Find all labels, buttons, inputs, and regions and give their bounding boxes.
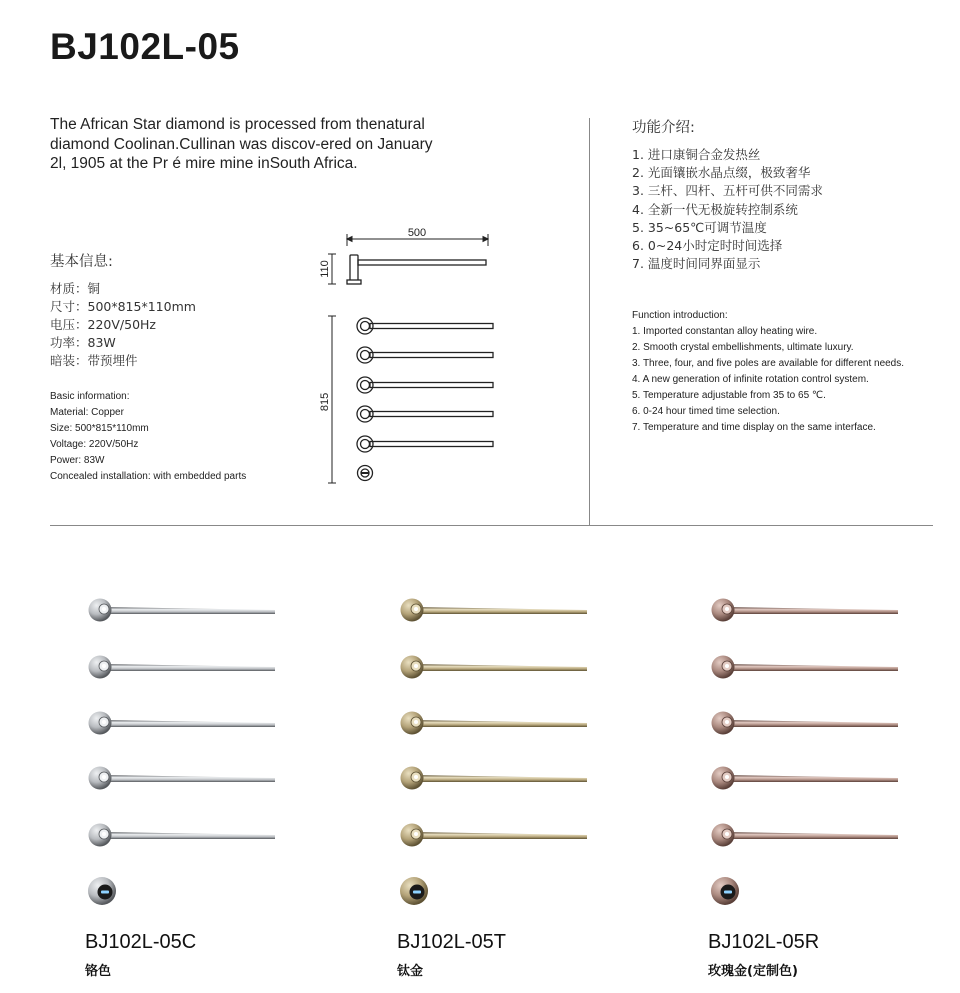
function-item-en: 2. Smooth crystal embellishments, ultimate luxury. — [632, 342, 854, 353]
heated-bar — [712, 712, 899, 735]
product-chrome — [85, 580, 345, 993]
heated-bar — [89, 824, 276, 847]
heated-bar — [401, 712, 588, 735]
heated-bar — [89, 656, 276, 679]
product-color-name: 钛金 — [397, 964, 424, 979]
heated-bar — [712, 599, 899, 622]
side-view-bar — [358, 260, 486, 265]
controller-knob — [711, 877, 739, 905]
function-item-cn: 7. 温度时间同界面显示 — [632, 256, 761, 272]
basic-info-material-cn: 材质：铜 — [50, 281, 101, 296]
heated-bar — [89, 599, 276, 622]
product-titanium-gold — [397, 580, 657, 993]
front-view-bar — [357, 377, 493, 393]
heated-bar — [401, 767, 588, 790]
basic-info-voltage-en: Voltage: 220V/50Hz — [50, 439, 139, 450]
towel-rail-rose-gold-image — [708, 580, 908, 925]
front-view-bar — [357, 406, 493, 422]
heated-bar — [712, 824, 899, 847]
height-dimension-label: 815 — [319, 392, 331, 412]
heated-bar — [712, 767, 899, 790]
heated-bar — [401, 599, 588, 622]
basic-info-voltage-cn: 电压：220V/50Hz — [50, 317, 156, 332]
heated-bar — [712, 656, 899, 679]
horizontal-divider — [50, 525, 933, 526]
product-color-name: 玫瑰金(定制色) — [708, 964, 798, 979]
function-item-cn: 4. 全新一代无极旋转控制系统 — [632, 201, 798, 217]
function-heading-en: Function introduction: — [632, 310, 728, 321]
product-model: BJ102L-05R — [708, 931, 820, 953]
depth-dimension-label: 110 — [319, 260, 331, 278]
function-list-en — [632, 308, 904, 436]
heated-bar — [89, 767, 276, 790]
function-item-cn: 5. 35~65℃可调节温度 — [632, 219, 767, 235]
product-model: BJ102L-05C — [85, 931, 197, 953]
basic-info-install-cn: 暗装：带预埋件 — [50, 353, 138, 368]
width-dimension-label: 500 — [407, 227, 427, 239]
heated-bar — [401, 824, 588, 847]
front-view-bar — [357, 347, 493, 363]
basic-info-material-en: Material: Copper — [50, 407, 124, 418]
function-item-en: 7. Temperature and time display on the same interface. — [632, 422, 876, 433]
function-item-cn: 3. 三杆、四杆、五杆可供不同需求 — [632, 183, 823, 199]
product-color-name: 铬色 — [85, 964, 112, 979]
function-item-cn: 1. 进口康铜合金发热丝 — [632, 147, 761, 162]
basic-info-power-cn: 功率：83W — [50, 335, 116, 350]
basic-info-list-en — [50, 389, 246, 485]
controller-knob — [400, 877, 428, 905]
heated-bar — [89, 712, 276, 735]
front-view-controller — [358, 466, 373, 481]
function-item-en: 3. Three, four, and five poles are available for different needs. — [632, 358, 905, 369]
dimension-drawing — [310, 218, 510, 488]
front-view-bar — [357, 318, 493, 334]
basic-info-power-en: Power: 83W — [50, 455, 105, 466]
product-rose-gold — [708, 580, 960, 993]
towel-rail-titanium-gold-image — [397, 580, 597, 925]
function-item-cn: 2. 光面镶嵌水晶点缀，极致奢华 — [632, 165, 811, 181]
basic-info-size-en: Size: 500*815*110mm — [50, 423, 149, 434]
basic-info-install-en: Concealed installation: with embedded parts — [50, 471, 247, 482]
front-view-bar — [357, 436, 493, 452]
function-item-cn: 6. 0~24小时定时时间选择 — [632, 238, 783, 254]
controller-knob — [88, 877, 116, 905]
basic-info-heading-cn: 基本信息: — [50, 254, 113, 270]
function-heading-cn: 功能介绍: — [632, 120, 695, 136]
side-view-mount — [350, 255, 358, 283]
function-list-cn — [632, 146, 823, 273]
basic-info-list-cn — [50, 280, 196, 370]
function-item-en: 5. Temperature adjustable from 35 to 65 ℃. — [632, 390, 826, 401]
function-item-en: 4. A new generation of infinite rotation control system. — [632, 374, 869, 385]
product-model: BJ102L-05T — [397, 931, 506, 953]
heated-bar — [401, 656, 588, 679]
function-item-en: 1. Imported constantan alloy heating wire. — [632, 326, 818, 337]
product-variants — [0, 580, 960, 993]
basic-info-size-cn: 尺寸：500*815*110mm — [50, 299, 196, 314]
page-title: BJ102L-05 — [50, 26, 240, 67]
intro-text: The African Star diamond is processed from thenatural diamond Coolinan.Cullinan was discov-ered on January 2l, 1905 at the Pr é mire mine inSouth Africa. — [50, 116, 433, 172]
vertical-divider — [589, 118, 590, 526]
towel-rail-chrome-image — [85, 580, 285, 925]
function-item-en: 6. 0-24 hour timed time selection. — [632, 406, 780, 417]
basic-info-heading-en: Basic information: — [50, 391, 130, 402]
